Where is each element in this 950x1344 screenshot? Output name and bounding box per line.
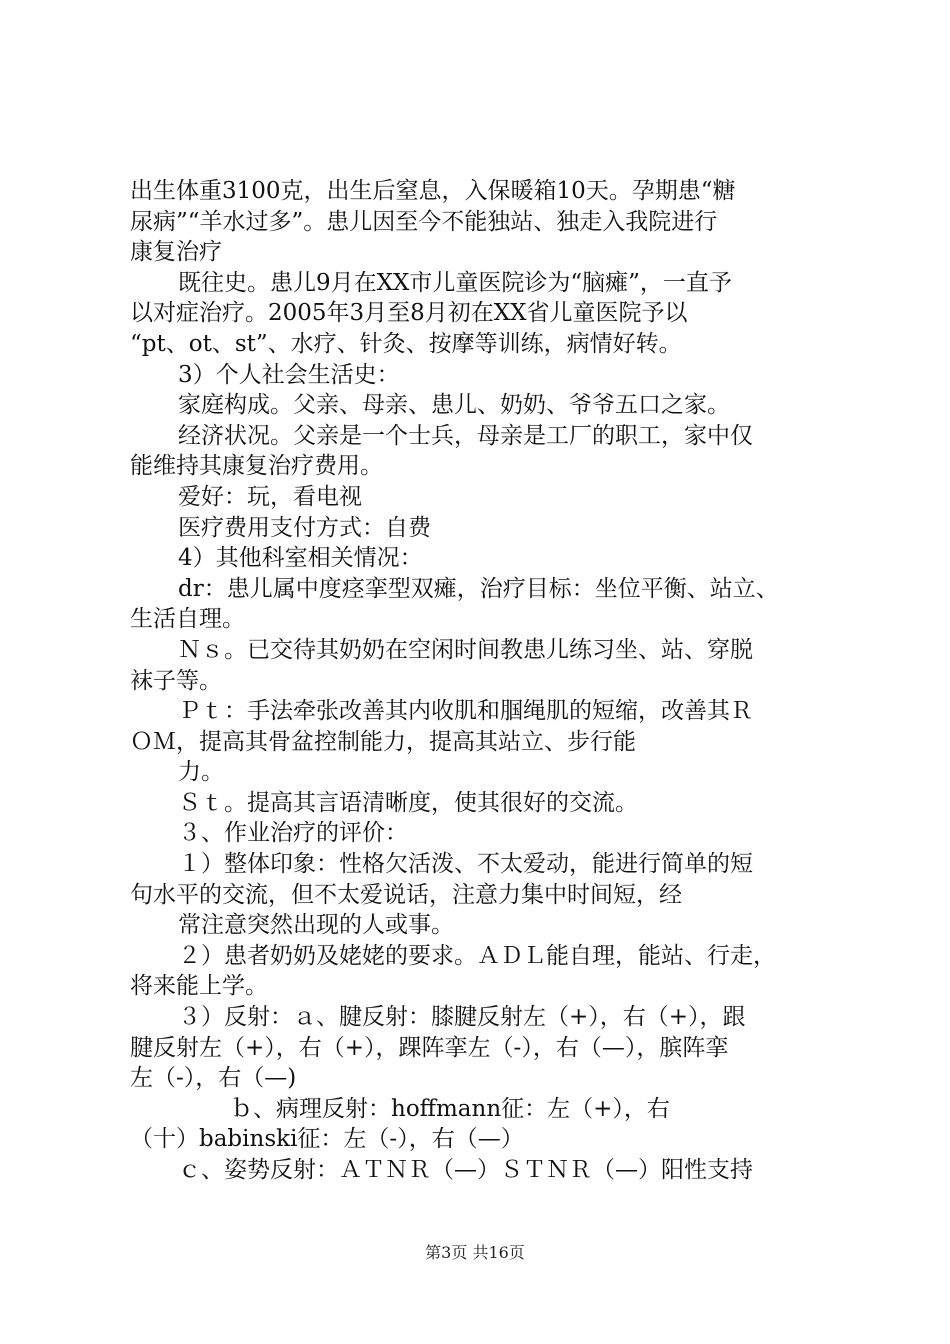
text-line: 出生体重3100克，出生后窒息，入保暖箱10天。孕期患“糖 [130, 178, 736, 204]
text-line: 既往史。患儿9月在XX市儿童医院诊为“脑瘫”，一直予 [178, 269, 732, 296]
text-line: 爱好：玩，看电视 [178, 483, 362, 510]
text-line: 腱反射左（+），右（+），踝阵挛左（-），右（—），膑阵挛 [130, 1034, 729, 1061]
text-line: 袜子等。 [130, 667, 222, 694]
text-line: 4）其他科室相关情况： [178, 545, 423, 572]
text-line: Ｓｔ。提高其言语清晰度，使其很好的交流。 [178, 789, 638, 816]
text-line: 以对症治疗。2005年3月至8月初在XX省儿童医院予以 [130, 300, 688, 327]
text-line: 医疗费用支付方式：自费 [178, 514, 431, 541]
text-line: 力。 [178, 759, 224, 786]
text-line: 经济状况。父亲是一个士兵，母亲是工厂的职工，家中仅 [178, 422, 753, 449]
text-line: ３、作业治疗的评价： [178, 820, 408, 847]
text-line: 句水平的交流，但不太爱说话，注意力集中时间短，经 [130, 881, 682, 908]
text-line: （十）babinski征：左（-），右（—） [130, 1126, 524, 1153]
text-line: 常注意突然出现的人或事。 [178, 912, 454, 939]
text-line: “pt、ot、st”、水疗、针灸、按摩等训练，病情好转。 [130, 330, 682, 357]
text-line: 能维持其康复治疗费用。 [130, 453, 383, 480]
text-line: ｃ、姿势反射：ＡＴＮＲ（—）ＳＴＮＲ（—）阳性支持 [178, 1157, 753, 1183]
text-line: ２）患者奶奶及姥姥的要求。ＡＤＬ能自理，能站、行走， [178, 942, 776, 969]
text-line: 生活自理。 [130, 606, 245, 633]
page-number-footer: 第3页 共16页 [425, 1243, 525, 1262]
text-line: 3）个人社会生活史： [178, 361, 400, 388]
document-body [130, 176, 835, 1186]
text-line: １）整体印象：性格欠活泼、不太爱动，能进行简单的短 [178, 851, 753, 878]
text-line: ３）反射：ａ、腱反射：膝腱反射左（+），右（+），跟 [178, 1004, 746, 1031]
text-line: 康复治疗 [130, 239, 222, 266]
text-line: 将来能上学。 [130, 973, 268, 1000]
text-line: 左（-），右（—) [130, 1065, 297, 1092]
text-line: ｂ、病理反射：hoffmann征：左（+），右 [230, 1095, 670, 1122]
text-line: dr：患儿属中度痉挛型双瘫，治疗目标：坐位平衡、站立、 [178, 575, 779, 602]
text-line: ＯＭ，提高其骨盆控制能力，提高其站立、步行能 [130, 728, 636, 755]
text-line: 家庭构成。父亲、母亲、患儿、奶奶、爷爷五口之家。 [178, 392, 730, 419]
text-line: Ｎｓ。已交待其奶奶在空闲时间教患儿练习坐、站、穿脱 [178, 636, 753, 663]
text-line: Ｐｔ：手法牵张改善其内收肌和腘绳肌的短缩，改善其Ｒ [178, 698, 753, 725]
text-line: 尿病”“羊水过多”。患儿因至今不能独站、独走入我院进行 [130, 208, 718, 235]
